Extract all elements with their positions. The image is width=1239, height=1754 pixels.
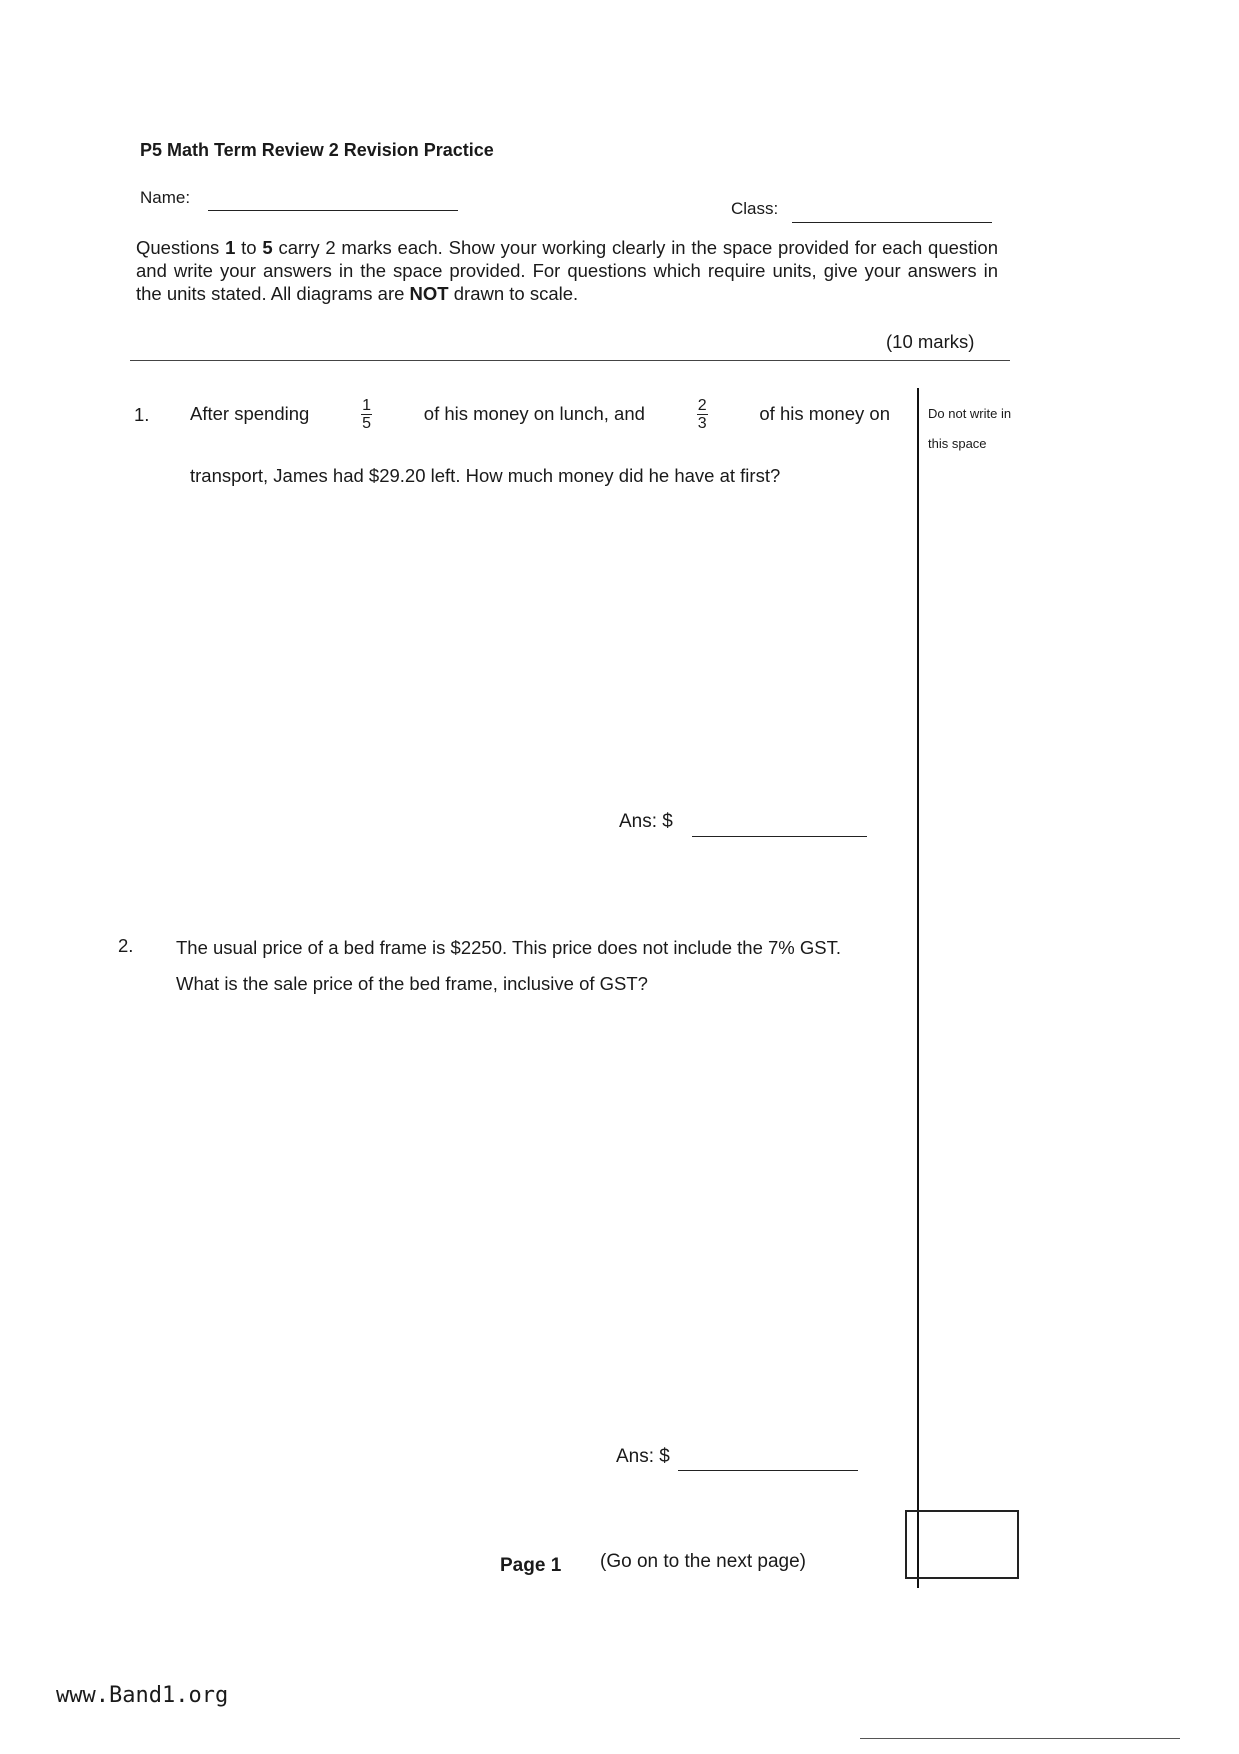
instructions [136,236,998,305]
next-page-note: (Go on to the next page) [600,1551,806,1572]
bottom-edge-line [860,1738,1180,1739]
worksheet-title: P5 Math Term Review 2 Revision Practice [140,140,494,160]
class-field-line[interactable] [792,222,992,223]
instructions-q-end: 5 [262,237,273,258]
marks-box [905,1510,1019,1579]
question-1-text: of his money on [759,403,890,424]
watermark-url: www.Band1.org [56,1683,229,1708]
instructions-text: drawn to scale. [448,283,579,304]
total-marks: (10 marks) [886,331,975,352]
instructions-text: Questions [136,237,226,258]
question-1-line1 [190,396,890,432]
question-1-answer-label: Ans: $ [619,811,673,832]
question-1-text: After spending [190,403,310,424]
question-1-answer-line[interactable] [692,836,867,837]
fraction-denominator: 5 [362,414,371,432]
class-label: Class: [731,199,779,218]
fraction-numerator: 2 [697,396,707,414]
fraction-one-fifth [361,397,372,432]
fraction-denominator: 3 [697,414,707,432]
fraction-numerator: 1 [362,396,371,414]
instructions-emphasis: NOT [409,283,449,304]
instructions-text: carry 2 marks each. Show your working clearly in the space provided for each question and write your answers in the space provided. For questions which require units, give your answers in the units stated. All diagrams are [136,237,998,304]
question-1-line2: transport, James had $29.20 left. How much money did he have at first? [190,465,781,486]
margin-note-line1: Do not write in [928,406,1012,421]
instructions-q-start: 1 [225,237,236,258]
divider-line [130,360,1010,361]
question-1-number: 1. [134,404,150,425]
question-2-number: 2. [118,935,134,956]
question-1-text: of his money on lunch, and [423,403,645,424]
margin-note-line2: this space [928,436,987,451]
question-2-text: The usual price of a bed frame is $2250. This price does not include the 7% GST. What is the sale price of the bed frame, inclusive of GST? [176,937,842,994]
instructions-text: to [235,237,263,258]
name-label: Name: [140,188,191,207]
page-number: Page 1 [500,1555,562,1576]
name-field-line[interactable] [208,210,458,211]
margin-rule [917,388,919,1588]
question-2-answer-line[interactable] [678,1470,858,1471]
fraction-two-thirds [697,397,708,432]
question-2-answer-label: Ans: $ [616,1446,670,1467]
